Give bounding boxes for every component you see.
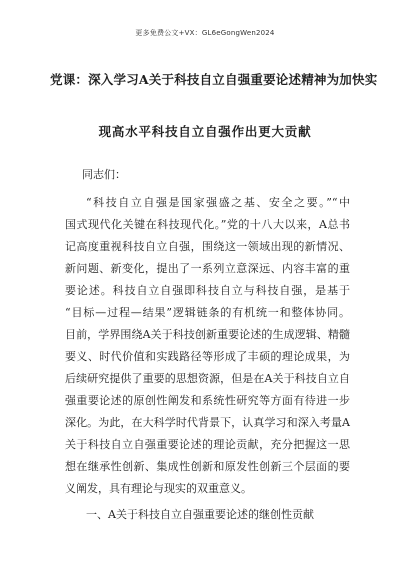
body-line: “科技自立自强是国家强盛之基、安全之要。”“中 bbox=[86, 196, 350, 209]
body-line: 要义、时代价值和实践路径等形成了丰硕的理论成果，为 bbox=[65, 350, 350, 363]
body-line: 新问题、新变化，提出了一系列立意深远、内容丰富的重 bbox=[65, 262, 350, 275]
body-line: 想在继承性创新、集成性创新和原发性创新三个层面的要 bbox=[65, 460, 350, 473]
body-line: 关于科技自立自强重要论述的理论贡献，充分把握这一思 bbox=[65, 438, 350, 451]
body-line: 国式现代化关键在科技现代化。”党的十八大以来，A总书 bbox=[65, 218, 350, 231]
body-line: 后续研究提供了重要的思想资源，但是在A关于科技自立自 bbox=[65, 372, 350, 385]
body-line: “目标—过程—结果”逻辑链条的有机统一和整体协同。 bbox=[65, 306, 350, 319]
section-heading: 一、A关于科技自立自强重要论述的继创性贡献 bbox=[86, 508, 314, 521]
body-line: 目前，学界围绕A关于科技创新重要论述的生成逻辑、精髓 bbox=[65, 328, 350, 341]
body-line: 义阐发，具有理论与现实的双重意义。 bbox=[65, 482, 252, 495]
salutation: 同志们： bbox=[82, 168, 126, 181]
title-line-2: 现高水平科技自立自强作出更大贡献 bbox=[98, 124, 312, 139]
title-line-1: 党课：深入学习A关于科技自立自强重要论述精神为加快实 bbox=[50, 72, 378, 87]
body-line: 深化。为此，在大科学时代背景下，认真学习和深入考量A bbox=[65, 416, 350, 429]
body-line: 要论述。科技自立自强即科技自立与科技自强，是基于 bbox=[65, 284, 350, 297]
body-line: 记高度重视科技自立自强，围绕这一领域出现的新情况、 bbox=[65, 240, 350, 253]
body-line: 强重要论述的原创性阐发和系统性研究等方面有待进一步 bbox=[65, 394, 350, 407]
header-note: 更多免费公文+VX：GL6eGongWen2024 bbox=[135, 29, 275, 37]
